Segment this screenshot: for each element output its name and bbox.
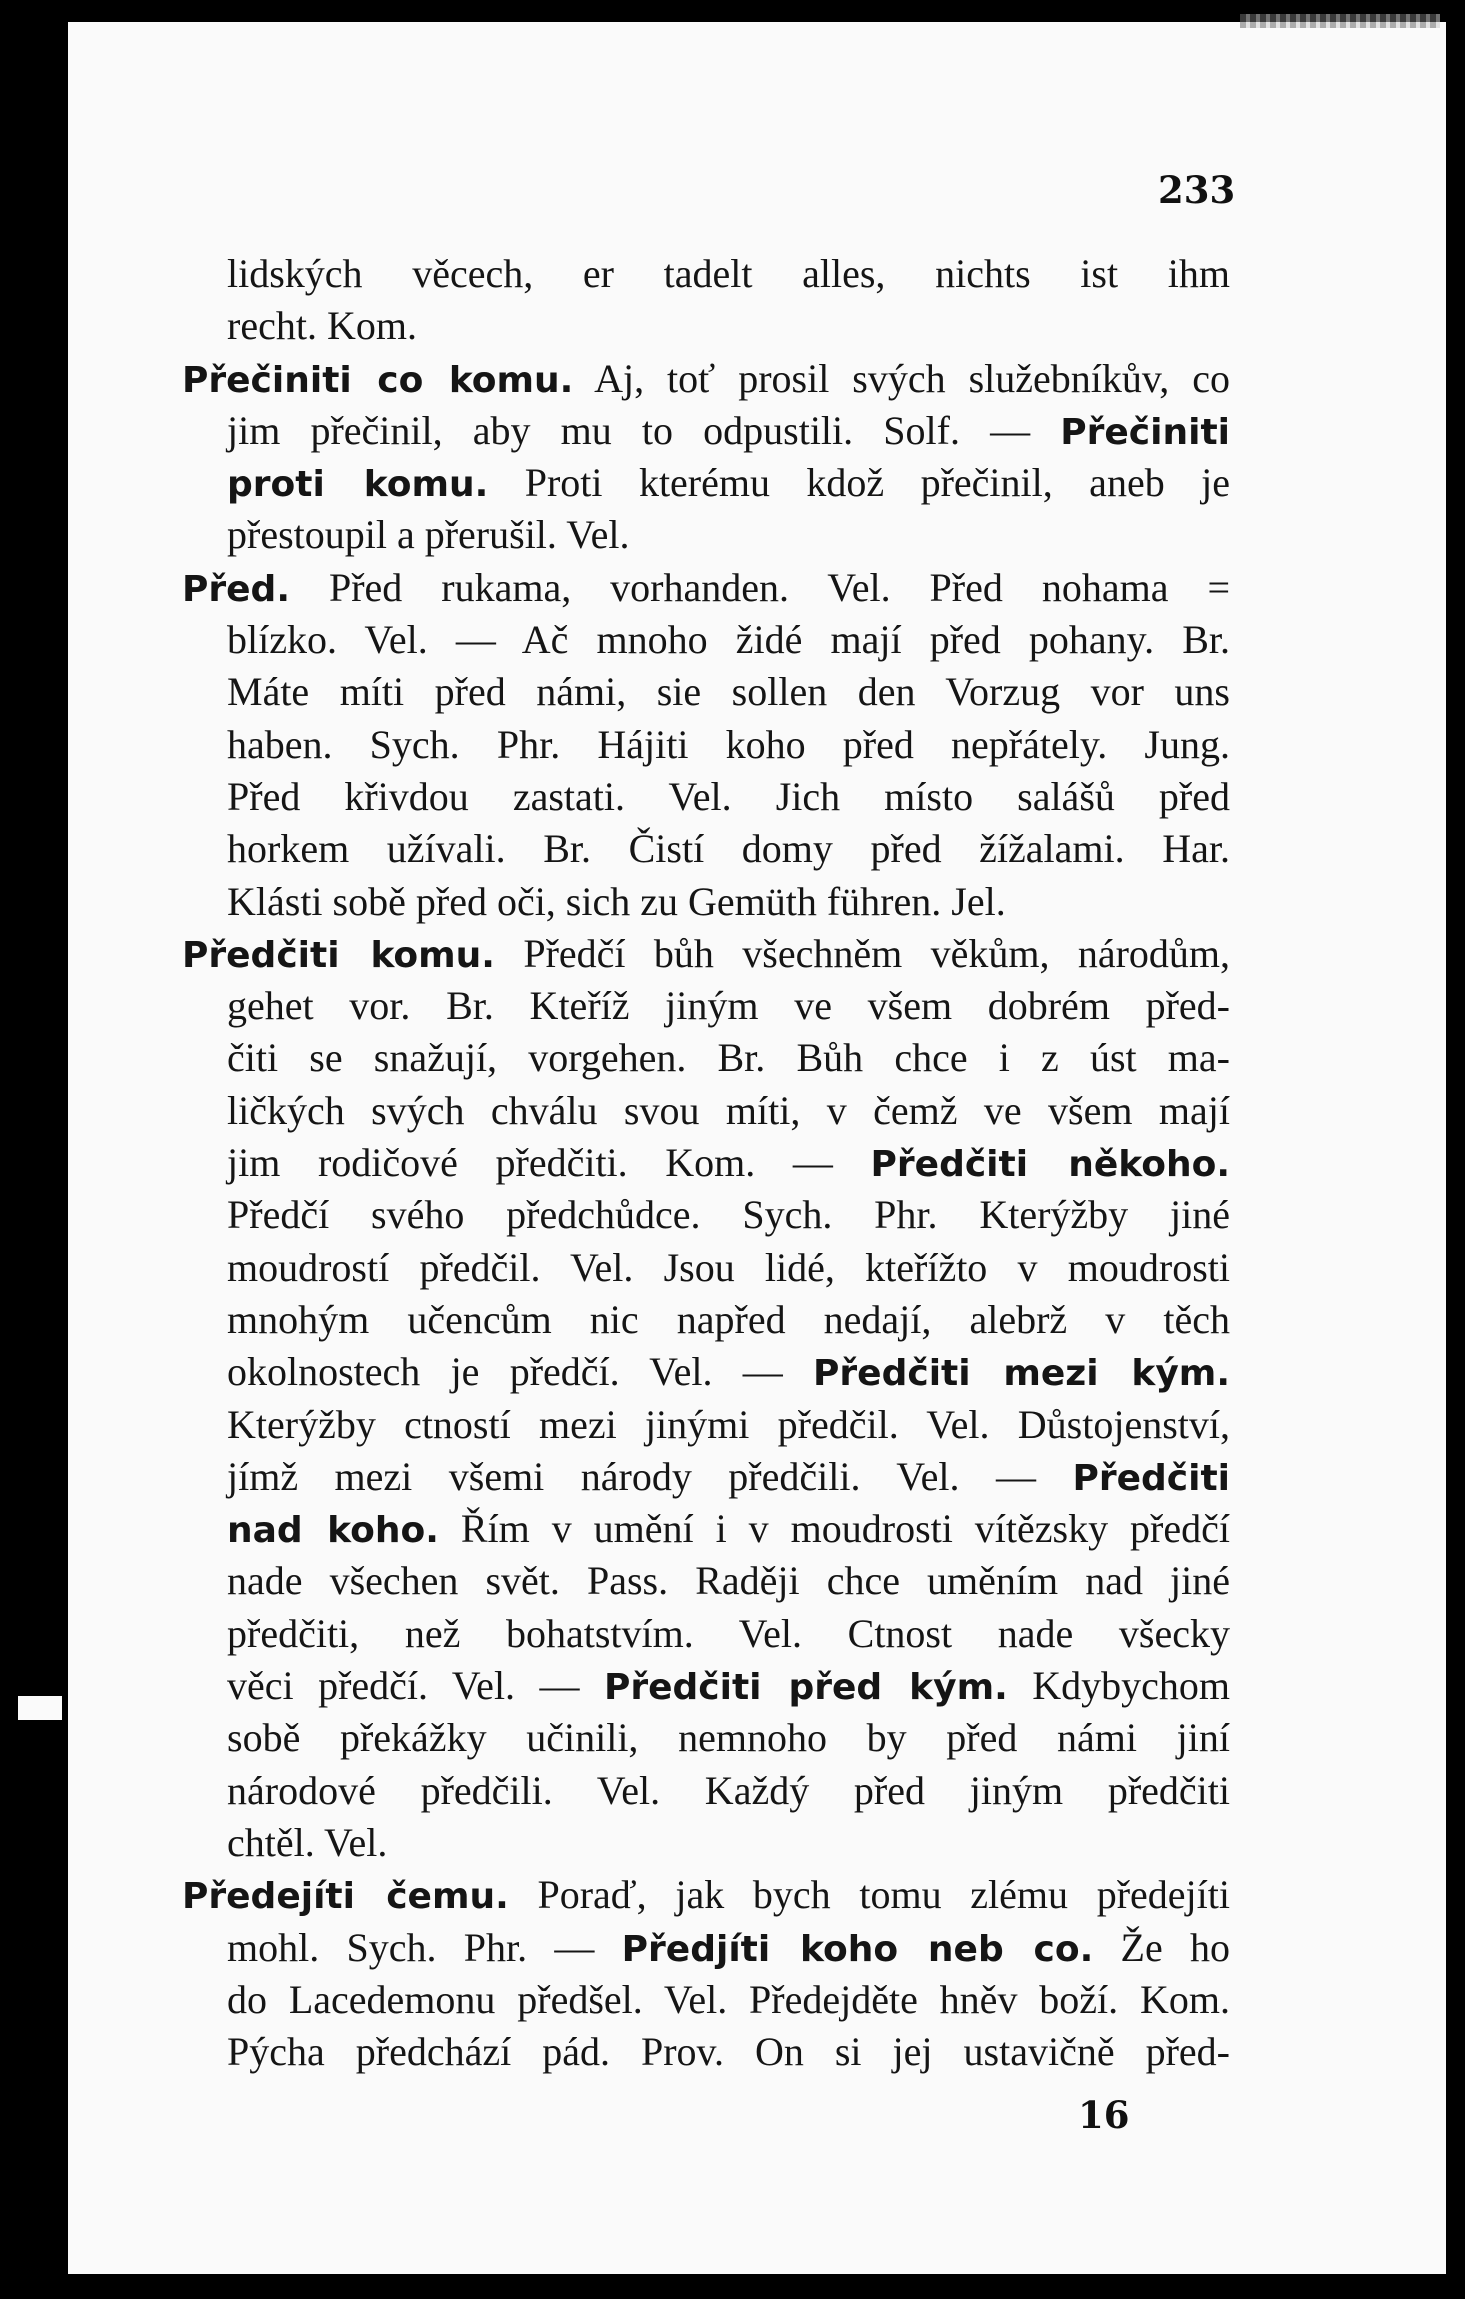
text-run: čiti se snažují, vorgehen. Br. Bůh chce i z úst ma- bbox=[227, 1035, 1230, 1081]
text-run: Klásti sobě před oči, sich zu Gemüth führen. Jel. bbox=[227, 878, 1006, 924]
text-run: Předčí svého předchůdce. Sych. Phr. Kterýžby jiné bbox=[227, 1192, 1230, 1238]
text-line bbox=[182, 1869, 1230, 1921]
headword: nad koho. bbox=[227, 1510, 439, 1552]
page-text bbox=[182, 248, 1230, 2078]
text-line bbox=[182, 771, 1230, 823]
text-line bbox=[182, 823, 1230, 875]
text-run: gehet vor. Br. Kteříž jiným ve všem dobrém před- bbox=[227, 983, 1230, 1029]
headword: Předčiti mezi kým. bbox=[813, 1353, 1230, 1395]
text-run: Máte míti před námi, sie sollen den Vorzug vor uns bbox=[227, 669, 1230, 715]
text-line bbox=[182, 1294, 1230, 1346]
text-line bbox=[182, 1974, 1230, 2026]
text-run: Kdybychom bbox=[1007, 1663, 1230, 1709]
text-line bbox=[182, 666, 1230, 718]
text-run: Před křivdou zastati. Vel. Jich místo salášů před bbox=[227, 773, 1230, 819]
text-line bbox=[182, 248, 1230, 300]
gutter-line bbox=[50, 0, 56, 2299]
text-run: nade všechen svět. Pass. Raději chce uměním nad jiné bbox=[227, 1558, 1230, 1604]
text-line bbox=[182, 1085, 1230, 1137]
text-line bbox=[182, 1817, 1230, 1869]
text-run: přestoupil a přerušil. Vel. bbox=[227, 512, 630, 558]
top-edge-mark bbox=[1240, 14, 1440, 28]
text-run: okolnostech je předčí. Vel. — bbox=[227, 1349, 814, 1395]
text-line bbox=[182, 719, 1230, 771]
text-line bbox=[182, 1399, 1230, 1451]
text-run: ličkých svých chválu svou míti, v čemž ve všem mají bbox=[227, 1087, 1230, 1133]
text-line bbox=[182, 1712, 1230, 1764]
margin-tick bbox=[18, 1696, 62, 1720]
page-number: 233 bbox=[1158, 168, 1236, 212]
text-line bbox=[182, 876, 1230, 928]
text-line bbox=[182, 1503, 1230, 1555]
headword: proti komu. bbox=[227, 464, 489, 506]
text-line bbox=[182, 1032, 1230, 1084]
text-run: věci předčí. Vel. — bbox=[227, 1663, 604, 1709]
headword: Předčiti komu. bbox=[182, 934, 495, 976]
text-line bbox=[182, 300, 1230, 352]
text-run: blízko. Vel. — Ač mnoho židé mají před pohany. Br. bbox=[227, 617, 1230, 663]
text-run: moudrostí předčil. Vel. Jsou lidé, kteřížto v moudrosti bbox=[227, 1244, 1230, 1290]
text-run: haben. Sych. Phr. Hájiti koho před nepřátely. Jung. bbox=[227, 721, 1230, 767]
headword: Předčiti bbox=[1072, 1457, 1230, 1499]
text-run: chtěl. Vel. bbox=[227, 1819, 388, 1865]
text-run: Před rukama, vorhanden. Vel. Před nohama = bbox=[290, 564, 1230, 610]
text-line bbox=[182, 457, 1230, 509]
text-line bbox=[182, 928, 1230, 980]
text-line bbox=[182, 980, 1230, 1032]
headword: Přečiniti bbox=[1060, 411, 1230, 453]
text-run: Proti kterému kdož přečinil, aneb je bbox=[488, 460, 1230, 506]
text-line bbox=[182, 1451, 1230, 1503]
text-run: Pýcha předchází pád. Prov. On si jej ustavičně před- bbox=[227, 2029, 1230, 2075]
text-run: národové předčili. Vel. Každý před jiným předčiti bbox=[227, 1767, 1230, 1813]
headword: Přečiniti co komu. bbox=[182, 359, 574, 401]
text-run: jim přečinil, aby mu to odpustili. Solf. — bbox=[227, 407, 1061, 453]
headword: Předejíti čemu. bbox=[182, 1876, 509, 1918]
text-run: recht. Kom. bbox=[227, 303, 417, 349]
text-run: Kterýžby ctností mezi jinými předčil. Vel. Důstojenství, bbox=[227, 1401, 1230, 1447]
text-line bbox=[182, 562, 1230, 614]
text-line bbox=[182, 1189, 1230, 1241]
text-run: horkem užívali. Br. Čistí domy před žížalami. Har. bbox=[227, 826, 1230, 872]
text-line bbox=[182, 614, 1230, 666]
text-line bbox=[182, 1346, 1230, 1398]
headword: Předčiti někoho. bbox=[870, 1144, 1231, 1186]
text-line bbox=[182, 1922, 1230, 1974]
text-run: Poraď, jak bych tomu zlému předejíti bbox=[508, 1872, 1231, 1918]
text-run: jímž mezi všemi národy předčili. Vel. — bbox=[227, 1453, 1073, 1499]
headword: Předčiti před kým. bbox=[603, 1667, 1008, 1709]
headword: Předjíti koho neb co. bbox=[621, 1928, 1094, 1970]
text-line bbox=[182, 405, 1230, 457]
text-line bbox=[182, 1608, 1230, 1660]
text-line bbox=[182, 1242, 1230, 1294]
text-run: mnohým učencům nic napřed nedají, alebrž v těch bbox=[227, 1296, 1230, 1342]
text-run: Aj, toť prosil svých služebníkův, co bbox=[573, 355, 1230, 401]
text-run: Předčí bůh všechněm věkům, národům, bbox=[494, 930, 1231, 976]
text-line bbox=[182, 1137, 1230, 1189]
text-run: mohl. Sych. Phr. — bbox=[227, 1924, 622, 1970]
text-run: do Lacedemonu předšel. Vel. Předejděte hněv boží. Kom. bbox=[227, 1976, 1230, 2022]
text-run: jim rodičové předčiti. Kom. — bbox=[227, 1140, 871, 1186]
signature-mark: 16 bbox=[1078, 2093, 1130, 2137]
text-run: Řím v umění i v moudrosti vítězsky předčí bbox=[438, 1506, 1231, 1552]
headword: Před. bbox=[182, 568, 290, 610]
text-line bbox=[182, 353, 1230, 405]
text-run: lidských věcech, er tadelt alles, nichts ist ihm bbox=[227, 251, 1230, 296]
text-line bbox=[182, 1555, 1230, 1607]
text-line bbox=[182, 1660, 1230, 1712]
text-line bbox=[182, 2026, 1230, 2078]
text-line bbox=[182, 1765, 1230, 1817]
text-line bbox=[182, 509, 1230, 561]
text-run: sobě překážky učinili, nemnoho by před námi jiní bbox=[227, 1715, 1230, 1761]
text-run: předčiti, než bohatstvím. Vel. Ctnost nade všecky bbox=[227, 1610, 1230, 1656]
text-run: Že ho bbox=[1093, 1924, 1230, 1970]
